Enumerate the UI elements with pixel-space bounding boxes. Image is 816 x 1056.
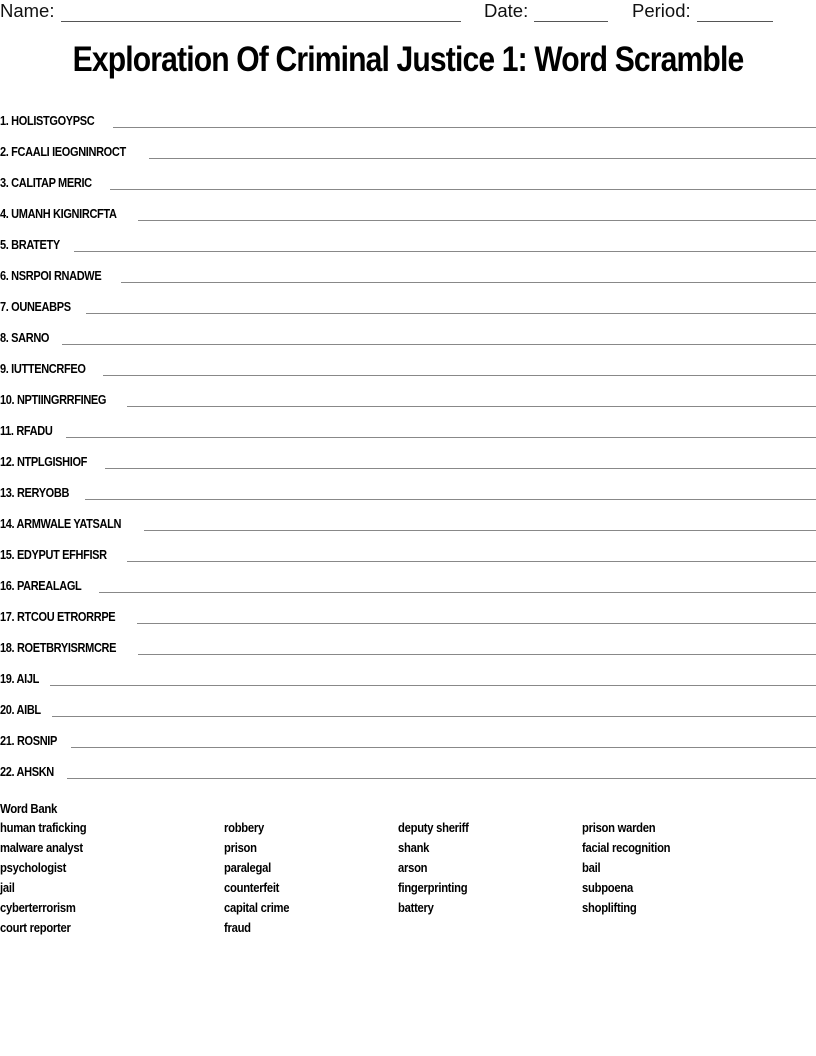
word-bank-item: arson [398,861,428,875]
scrambled-word: 22. AHSKN [0,765,54,779]
scrambled-word: 20. AIBL [0,703,41,717]
answer-line[interactable] [99,577,816,593]
puzzle-row [0,670,816,701]
word-bank-item: prison [224,841,257,855]
answer-line[interactable] [85,484,816,500]
answer-line[interactable] [138,205,816,221]
word-bank-item: court reporter [0,921,71,935]
answer-line[interactable] [127,546,816,562]
period-field[interactable] [632,0,773,22]
puzzle-row [0,298,816,329]
scrambled-word: 7. OUNEABPS [0,300,71,314]
puzzle-row [0,143,816,174]
name-field[interactable] [0,0,461,22]
scrambled-word: 13. RERYOBB [0,486,70,500]
word-bank-column [224,821,297,941]
puzzle-row [0,701,816,732]
answer-line[interactable] [138,639,816,655]
scrambled-word: 17. RTCOU ETRORRPE [0,610,116,624]
answer-line[interactable] [149,143,816,159]
scrambled-word: 10. NPTIINGRRFINEG [0,393,107,407]
answer-line[interactable] [113,112,816,128]
period-line[interactable] [697,4,773,22]
word-bank-column [398,821,476,921]
answer-line[interactable] [144,515,816,531]
answer-line[interactable] [127,391,816,407]
word-bank-item: prison warden [582,821,656,835]
name-label: Name: [0,0,55,21]
answer-line[interactable] [105,453,816,469]
scrambled-word: 5. BRATETY [0,238,60,252]
scrambled-word: 1. HOLISTGOYPSC [0,114,95,128]
answer-line[interactable] [62,329,816,345]
scrambled-word: 18. ROETBRYISRMCRE [0,641,117,655]
scrambled-word: 3. CALITAP MERIC [0,176,92,190]
date-field[interactable] [484,0,608,22]
word-bank-item: facial recognition [582,841,671,855]
answer-line[interactable] [50,670,816,686]
word-bank-item: shank [398,841,430,855]
answer-line[interactable] [110,174,816,190]
answer-line[interactable] [74,236,816,252]
answer-line[interactable] [71,732,816,748]
word-bank-item: counterfeit [224,881,280,895]
period-label: Period: [632,0,691,21]
scrambled-word: 6. NSRPOI RNADWE [0,269,102,283]
puzzle-row [0,329,816,360]
puzzle-row [0,515,816,546]
scrambled-word: 14. ARMWALE YATSALN [0,517,122,531]
answer-line[interactable] [52,701,816,717]
word-bank-item: jail [0,881,15,895]
word-bank-item: paralegal [224,861,271,875]
word-bank-item: deputy sheriff [398,821,469,835]
word-bank-title: Word Bank [0,801,58,816]
word-bank-item: fraud [224,921,251,935]
page-title: Exploration Of Criminal Justice 1: Word Scramble [72,40,744,79]
name-line[interactable] [61,4,461,22]
answer-line[interactable] [66,422,816,438]
puzzle-row [0,174,816,205]
word-bank-item: human traficking [0,821,87,835]
word-bank-item: bail [582,861,601,875]
puzzle-row [0,391,816,422]
word-bank-item: shoplifting [582,901,637,915]
answer-line[interactable] [86,298,816,314]
word-bank-item: robbery [224,821,265,835]
puzzle-row [0,236,816,267]
answer-line[interactable] [103,360,816,376]
puzzle-row [0,484,816,515]
word-bank-column [0,821,96,941]
word-bank-item: psychologist [0,861,67,875]
scrambled-word: 2. FCAALI IEOGNINROCT [0,145,126,159]
date-label: Date: [484,0,529,21]
date-line[interactable] [534,4,608,22]
scrambled-word: 21. ROSNIP [0,734,58,748]
puzzle-row [0,267,816,298]
word-bank-item: battery [398,901,434,915]
header [0,0,816,24]
answer-line[interactable] [67,763,816,779]
word-bank-item: capital crime [224,901,290,915]
scrambled-word: 19. AIJL [0,672,39,686]
puzzle-row [0,546,816,577]
scrambled-word: 12. NTPLGISHIOF [0,455,88,469]
puzzle-row [0,422,816,453]
answer-line[interactable] [137,608,816,624]
puzzle-row [0,205,816,236]
answer-line[interactable] [121,267,816,283]
word-bank-item: fingerprinting [398,881,468,895]
scrambled-word: 16. PAREALAGL [0,579,82,593]
scrambled-word: 11. RFADU [0,424,53,438]
puzzle-row [0,732,816,763]
word-bank-item: malware analyst [0,841,83,855]
word-bank-item: cyberterrorism [0,901,76,915]
puzzle-row [0,112,816,143]
puzzle-row [0,639,816,670]
scrambled-word: 9. IUTTENCRFEO [0,362,86,376]
puzzle-row [0,608,816,639]
word-bank-column [582,821,680,921]
puzzle-row [0,453,816,484]
puzzle-row [0,360,816,391]
puzzle-list [0,112,816,794]
scrambled-word: 8. SARNO [0,331,50,345]
scrambled-word: 4. UMANH KIGNIRCFTA [0,207,117,221]
puzzle-row [0,763,816,794]
scrambled-word: 15. EDYPUT EFHFISR [0,548,107,562]
puzzle-row [0,577,816,608]
word-bank-item: subpoena [582,881,633,895]
